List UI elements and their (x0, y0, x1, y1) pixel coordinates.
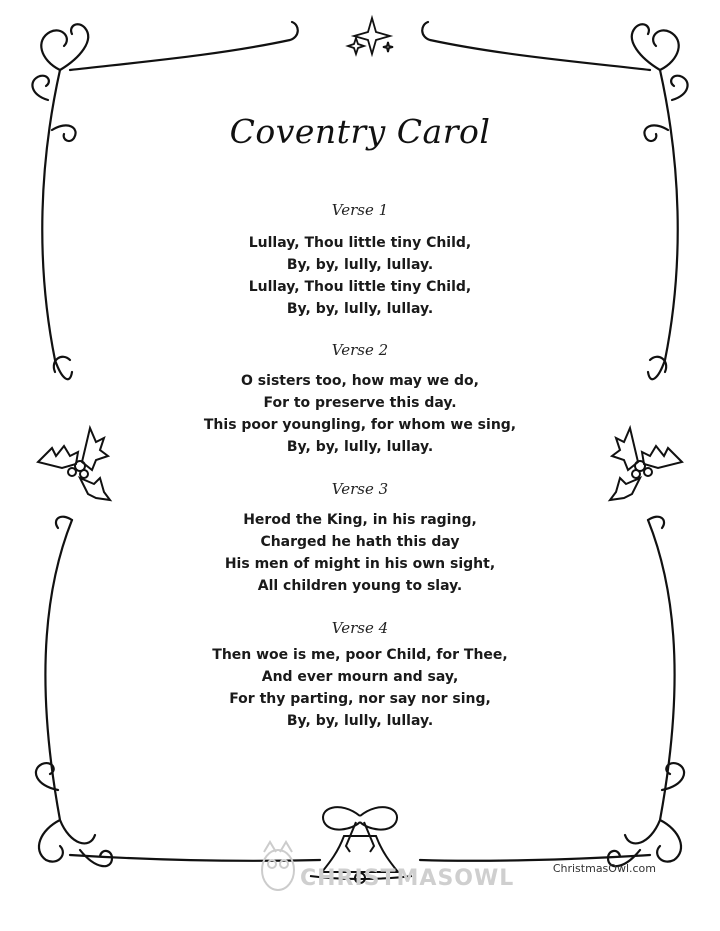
lyric-line: By, by, lully, lullay. (286, 713, 434, 729)
lyric-line: And ever mourn and say, (261, 669, 459, 685)
lyric-line: All children young to slay. (257, 578, 463, 594)
lyric-line: By, by, lully, lullay. (286, 301, 434, 317)
watermark-text: CHRISTMASOWL (300, 866, 515, 891)
verse-body (0, 509, 720, 597)
footer-site-link[interactable]: ChristmasOwl.com (552, 862, 656, 875)
verse-heading: Verse 1 (331, 201, 389, 219)
lyric-line: Lullay, Thou little tiny Child, (248, 279, 472, 295)
lyric-line: Lullay, Thou little tiny Child, (248, 235, 472, 251)
lyric-line: By, by, lully, lullay. (286, 257, 434, 273)
lyric-line: For to preserve this day. (263, 395, 457, 411)
lyric-line: By, by, lully, lullay. (286, 439, 434, 455)
sparkle-icon (348, 18, 393, 54)
lyric-line: His men of might in his own sight, (224, 556, 496, 572)
verse-body (0, 232, 720, 320)
verse-body (0, 644, 720, 732)
page-title: Coventry Carol (229, 112, 491, 151)
verse-heading: Verse 3 (331, 480, 389, 498)
verse-heading: Verse 4 (331, 619, 389, 637)
verse-body (0, 370, 720, 458)
owl-icon (262, 842, 294, 890)
lyric-line: For thy parting, nor say nor sing, (229, 691, 491, 707)
lyric-line: Herod the King, in his raging, (243, 512, 477, 528)
lyric-line: O sisters too, how may we do, (241, 373, 479, 389)
lyric-line: Charged he hath this day (260, 534, 460, 550)
verse-heading: Verse 2 (331, 341, 389, 359)
lyric-line: Then woe is me, poor Child, for Thee, (212, 647, 508, 663)
lyric-line: This poor youngling, for whom we sing, (203, 417, 517, 433)
